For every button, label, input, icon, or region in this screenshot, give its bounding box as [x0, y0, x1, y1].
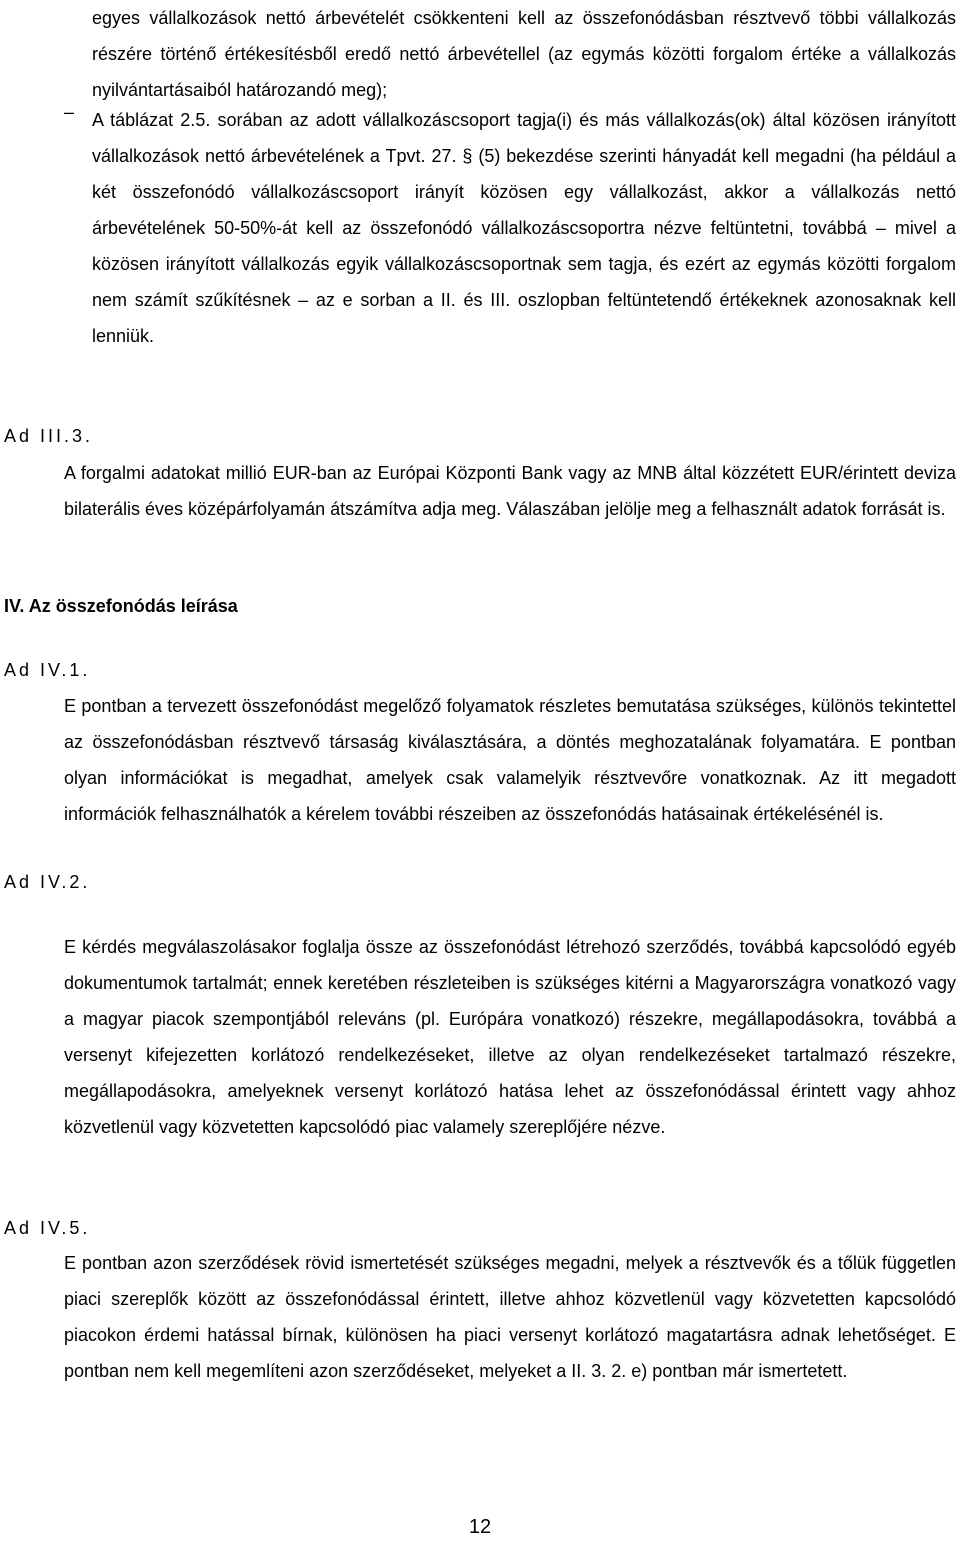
list-bullet: –	[64, 102, 75, 122]
list-item-text: A táblázat 2.5. sorában az adott vállalkozáscsoport tagja(i) és más vállalkozás(ok) által közösen irányított vállalkozások nettó árbevételének a Tpvt. 27. § (5) bekezdése szerinti hányadát kell megadni (ha például a két összefonódó vállalkozáscsoport irányít közösen egy vállalkozást, akkor a vállalkozás nettó árbevételének 50-50%-át kell az összefonódó vállalkozáscsoportra nézve feltüntetni, továbbá – mivel a közösen irányított vállalkozás egyik vállalkozáscsoportnak sem tagja, és ezért az egymás közötti forgalom nem számít szűkítésnek – az e sorban a II. és III. oszlopban feltüntetendő értékeknek azonosaknak kell lenniük.	[92, 110, 956, 346]
continuation-paragraph: egyes vállalkozások nettó árbevételét csökkenteni kell az összefonódásban résztvevő többi vállalkozás részére történő értékesítésből eredő nettó árbevétellel (az egymás közötti forgalom értéke a vállalkozás nyilvántartásaiból határozandó meg);	[92, 8, 956, 100]
section-heading-iv-1: Ad IV.1.	[4, 660, 91, 680]
section-heading-iv-2: Ad IV.2.	[4, 872, 91, 892]
section-iii-3-text: A forgalmi adatokat millió EUR-ban az Európai Központi Bank vagy az MNB által közzétett EUR/érintett deviza bilaterális éves középárfolyamán átszámítva adja meg. Válaszában jelölje meg a felhasznált adatok forrását is.	[64, 463, 956, 519]
section-heading-iv-5: Ad IV.5.	[4, 1218, 91, 1238]
section-iv-1-text: E pontban a tervezett összefonódást megelőző folyamatok részletes bemutatása szükséges, különös tekintettel az összefonódásban résztvevő társaság kiválasztására, a döntés meghozatalának folyamatára. E pontban olyan információkat is megadhat, amelyek csak valamelyik résztvevőre vonatkoznak. Az itt megadott információk felhasználhatók a kérelem további részeiben az összefonódás hatásainak értékelésénél is.	[64, 696, 956, 824]
page-number: 12	[468, 1516, 492, 1538]
section-iv-2-text: E kérdés megválaszolásakor foglalja össze az összefonódást létrehozó szerződés, továbbá kapcsolódó egyéb dokumentumok tartalmát; ennek keretében részleteiben is szükséges kitérni a Magyarországra vonatkozó vagy a magyar piacok szempontjából releváns (pl. Európára vonatkozó) részekre, megállapodásokra, továbbá a versenyt kifejezetten korlátozó rendelkezéseket, illetve az olyan rendelkezéseket tartalmazó részekre, megállapodásokra, amelyeknek versenyt korlátozó hatása lehet az összefonódással érintett vagy ahhoz közvetlenül vagy közvetetten kapcsolódó piac valamely szereplőjére nézve.	[64, 937, 956, 1137]
section-iv-title: IV. Az összefonódás leírása	[4, 596, 238, 616]
list-item	[64, 102, 956, 354]
section-iv-5-text: E pontban azon szerződések rövid ismertetését szükséges megadni, melyek a résztvevők és a tőlük független piaci szereplők között az összefonódással érintett, illetve ahhoz közvetlenül vagy közvetetten kapcsolódó piacokon érdemi hatással bírnak, különösen ha piaci versenyt korlátozó magatartásra adnak lehetőséget. E pontban nem kell megemlíteni azon szerződéseket, melyeket a II. 3. 2. e) pontban már ismertetett.	[64, 1253, 956, 1381]
section-heading-iii-3: Ad III.3.	[4, 426, 94, 446]
